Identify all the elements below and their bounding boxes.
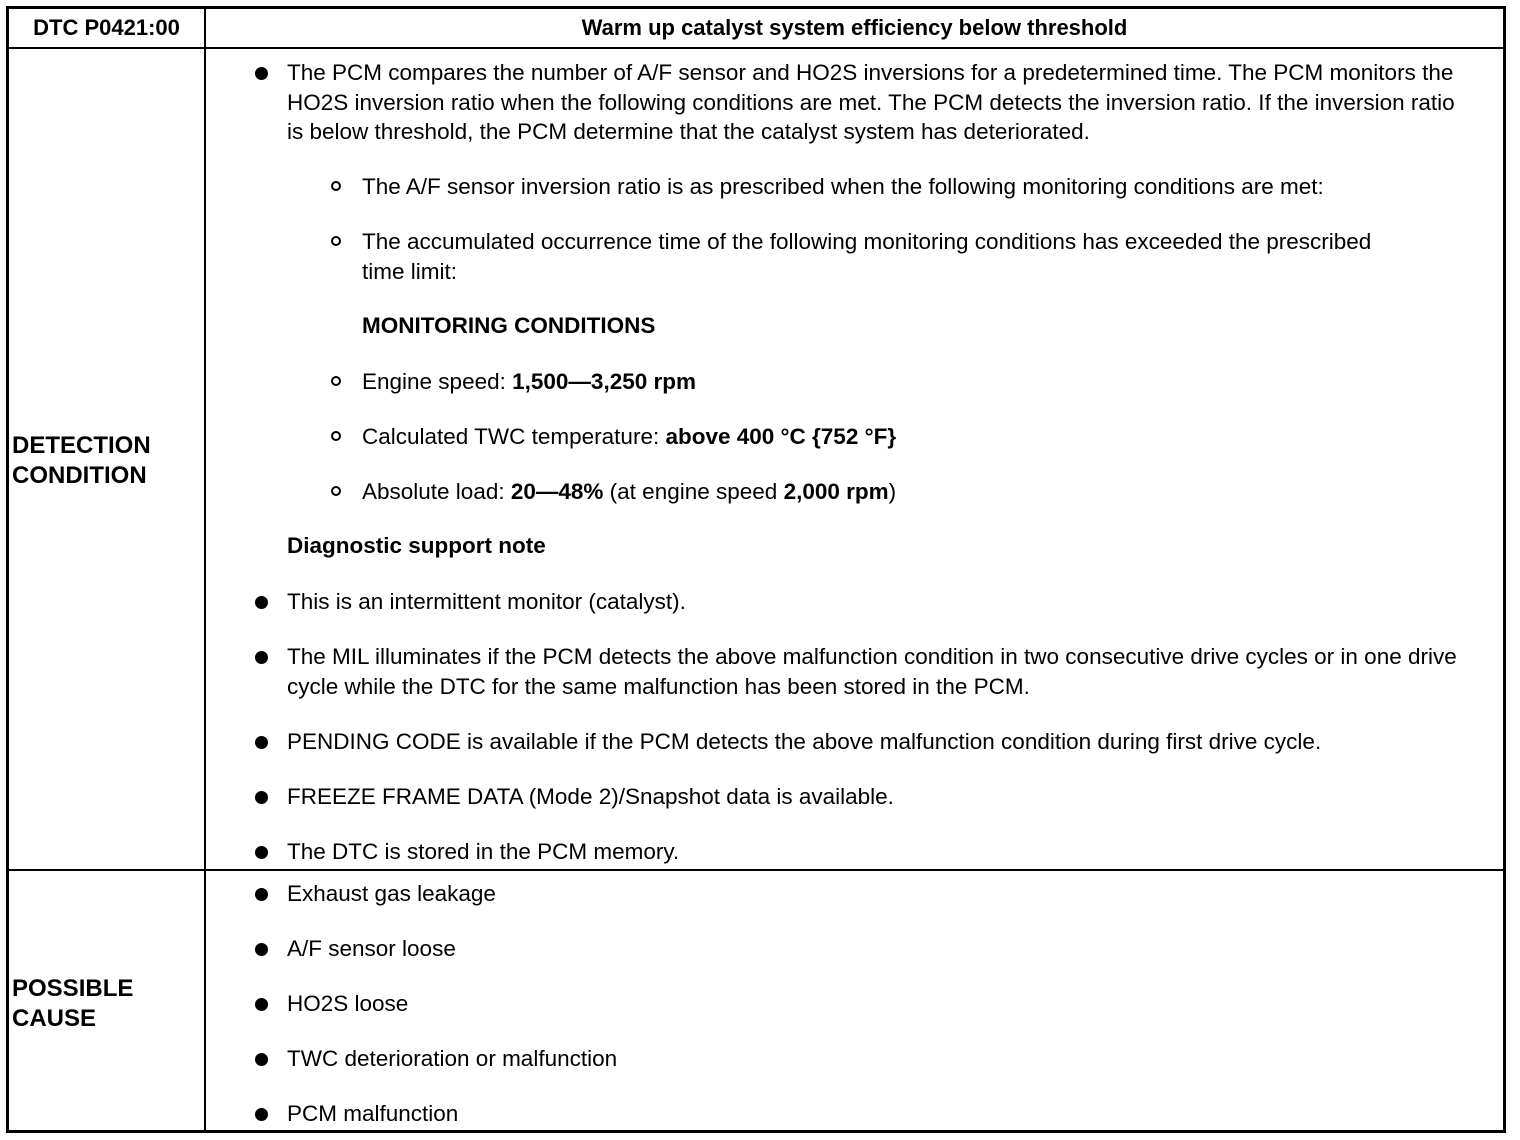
condition-label: Engine speed: [362,369,513,394]
support-note: This is an intermittent monitor (catalyst). [287,589,686,614]
bullet-icon [255,1108,268,1121]
condition-value: 2,000 rpm [783,479,889,504]
circle-bullet-icon [331,181,341,191]
sub-condition: The A/F sensor inversion ratio is as prescribed when the following monitoring conditions are met: [362,174,1324,199]
bullet-icon [255,943,268,956]
cause-item: A/F sensor loose [287,936,456,961]
absolute-load-condition [362,477,896,507]
row-divider [6,869,1506,871]
condition-text: (at engine speed [603,479,784,504]
twc-temperature-condition [362,422,896,452]
engine-speed-condition [362,367,696,397]
sub-condition: The accumulated occurrence time of the following monitoring conditions has exceeded the prescribed time limit: [362,229,1372,284]
circle-bullet-icon [331,431,341,441]
bullet-icon [255,846,268,859]
detection-intro: The PCM compares the number of A/F sensor and HO2S inversions for a predetermined time. The PCM monitors the HO2S inversion ratio when the following conditions are met. The PCM detects the inversion ratio. If the inversion ratio is below threshold, the PCM determine that the catalyst system has deteriorated. [287,60,1455,144]
dtc-title: Warm up catalyst system efficiency below threshold [581,15,1128,40]
monitoring-heading: MONITORING CONDITIONS [362,313,656,338]
dtc-code: DTC P0421:00 [33,15,180,40]
bullet-icon [255,596,268,609]
cause-item: PCM malfunction [287,1101,459,1126]
support-note: FREEZE FRAME DATA (Mode 2)/Snapshot data is available. [287,784,894,809]
bullet-icon [255,998,268,1011]
label-line: CAUSE [12,1005,97,1032]
condition-label: Calculated TWC temperature: [362,424,666,449]
condition-value: 1,500—3,250 rpm [512,369,696,394]
label-line: CONDITION [12,462,147,489]
condition-label: Absolute load: [362,479,511,504]
bullet-icon [255,791,268,804]
condition-text: ) [888,479,897,504]
support-note: PENDING CODE is available if the PCM detects the above malfunction condition during first drive cycle. [287,729,1322,754]
header-divider [6,47,1506,49]
bullet-icon [255,888,268,901]
cause-item: Exhaust gas leakage [287,881,496,906]
condition-value: above 400 °C {752 °F} [665,424,897,449]
bullet-icon [255,67,268,80]
circle-bullet-icon [331,486,341,496]
circle-bullet-icon [331,376,341,386]
column-divider [204,6,206,1133]
possible-cause-label [12,974,133,1034]
cause-item: TWC deterioration or malfunction [287,1046,618,1071]
condition-value: 20—48% [510,479,604,504]
detection-condition-label [12,431,151,491]
circle-bullet-icon [331,236,341,246]
cause-item: HO2S loose [287,991,409,1016]
bullet-icon [255,651,268,664]
support-note: The DTC is stored in the PCM memory. [287,839,680,864]
support-note: The MIL illuminates if the PCM detects the above malfunction condition in two consecutive drive cycles or in one drive cycle while the DTC for the same malfunction has been stored in the PCM. [287,644,1457,699]
label-line: POSSIBLE [12,975,134,1002]
bullet-icon [255,1053,268,1066]
bullet-icon [255,736,268,749]
label-line: DETECTION [12,432,151,459]
diagnostic-support-heading: Diagnostic support note [287,533,546,558]
